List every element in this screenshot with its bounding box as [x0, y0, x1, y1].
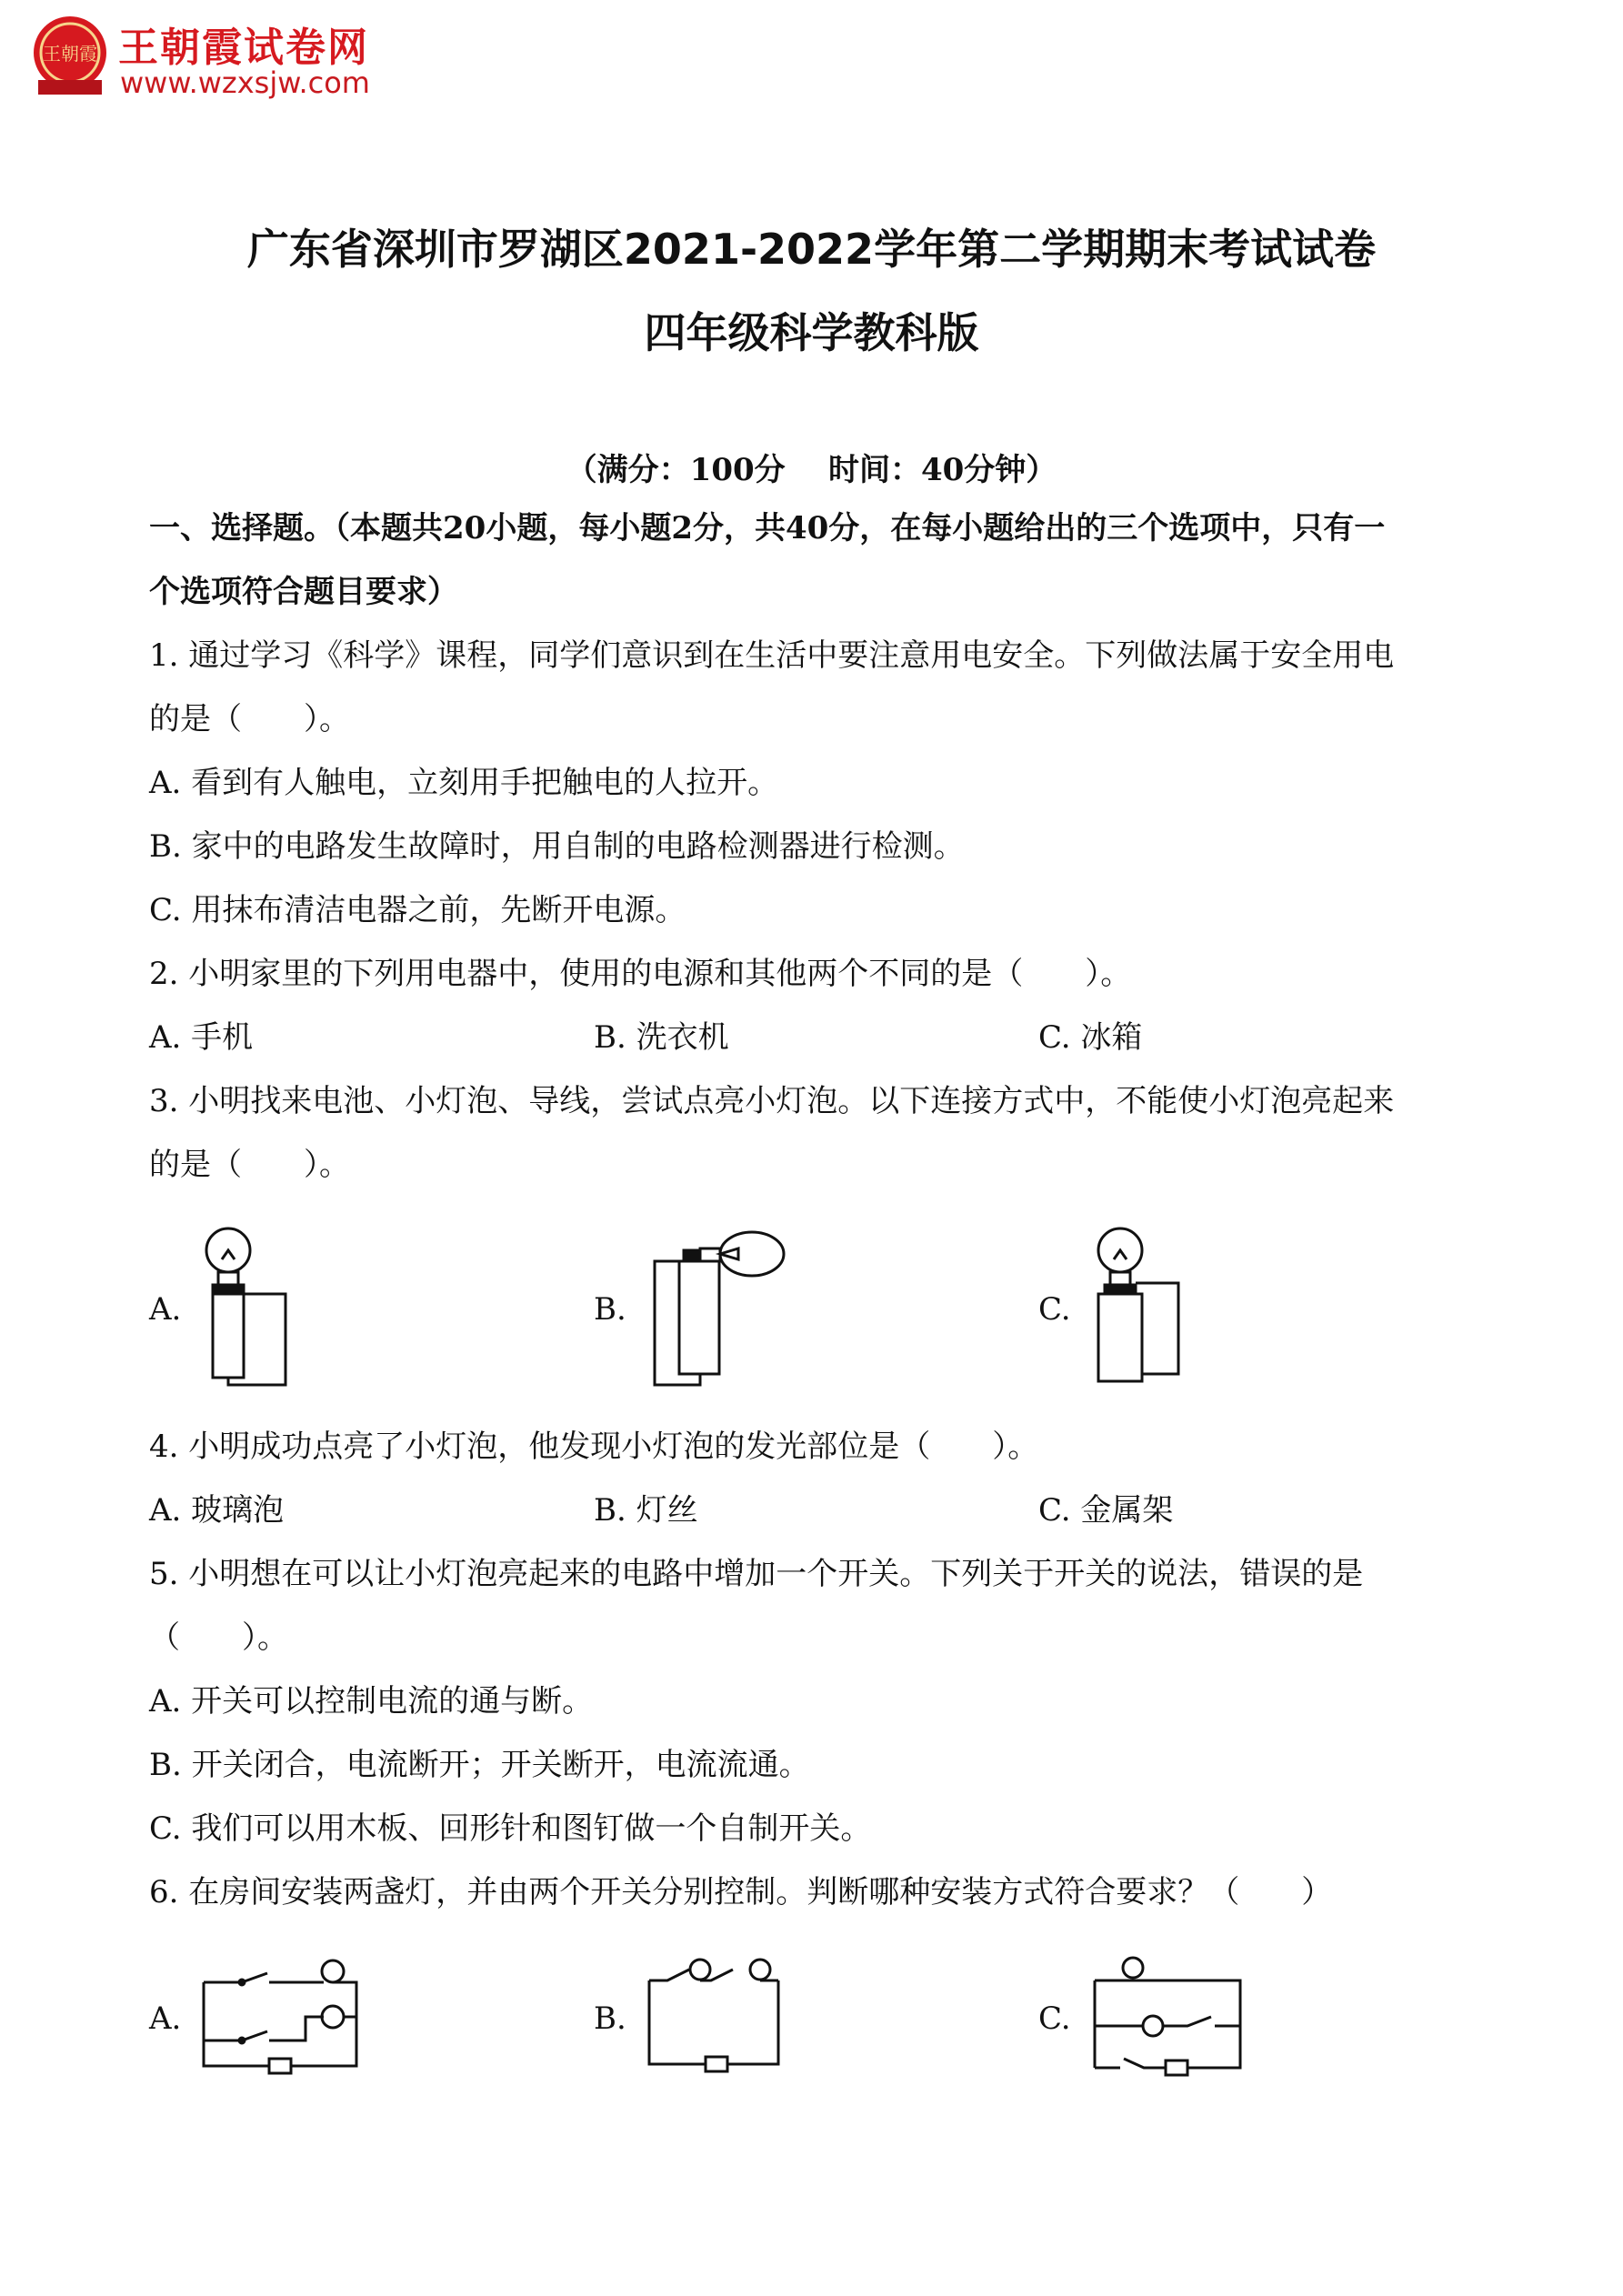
- q3-figure-b: [647, 1223, 802, 1387]
- q5-option-a: A. 开关可以控制电流的通与断。: [149, 1683, 594, 1719]
- q6-figure-b: [642, 1953, 796, 2071]
- q2-option-c: C. 冰箱: [1038, 1019, 1143, 1056]
- section-heading-cont: 个选项符合题目要求）: [149, 574, 458, 610]
- q5-stem: 5. 小明想在可以让小灯泡亮起来的电路中增加一个开关。下列关于开关的说法，错误的是: [149, 1556, 1364, 1592]
- q2-option-a: A. 手机: [149, 1019, 254, 1056]
- q3-stem: 3. 小明找来电池、小灯泡、导线，尝试点亮小灯泡。以下连接方式中，不能使小灯泡亮起来: [149, 1083, 1395, 1119]
- q5-stem-cont: （ ）。: [149, 1619, 288, 1656]
- q1-stem: 1. 通过学习《科学》课程，同学们意识到在生活中要注意用电安全。下列做法属于安全用电: [149, 637, 1395, 674]
- q1-option-b: B. 家中的电路发生故障时，用自制的电路检测器进行检测。: [149, 828, 965, 865]
- q6-figure-a: [196, 1955, 369, 2073]
- q3-option-a-label: A.: [149, 1291, 182, 1328]
- q3-option-c-label: C.: [1038, 1291, 1071, 1328]
- q6-option-a-label: A.: [149, 2000, 182, 2037]
- q6-stem: 6. 在房间安装两盏灯，并由两个开关分别控制。判断哪种安装方式符合要求？（ ）: [149, 1874, 1333, 1910]
- exam-title: 广东省深圳市罗湖区2021-2022学年第二学期期末考试试卷: [246, 225, 1377, 274]
- q3-figure-a: [196, 1223, 296, 1387]
- q2-option-b: B. 洗衣机: [594, 1019, 729, 1056]
- q4-stem: 4. 小明成功点亮了小灯泡，他发现小灯泡的发光部位是（ ）。: [149, 1429, 1039, 1465]
- q6-option-c-label: C.: [1038, 2000, 1071, 2037]
- q2-stem: 2. 小明家里的下列用电器中，使用的电源和其他两个不同的是（ ）。: [149, 956, 1132, 992]
- site-name: 王朝霞试卷网: [118, 25, 369, 71]
- q6-option-b-label: B.: [594, 2000, 626, 2037]
- q4-option-c: C. 金属架: [1038, 1492, 1174, 1529]
- q6-figure-c: [1087, 1953, 1251, 2080]
- q1-stem-cont: 的是（ ）。: [149, 701, 350, 737]
- q3-figure-c: [1087, 1223, 1197, 1387]
- q4-option-b: B. 灯丝: [594, 1492, 698, 1529]
- svg-text:王朝霞: 王朝霞: [43, 43, 97, 65]
- q1-option-c: C. 用抹布清洁电器之前，先断开电源。: [149, 892, 686, 928]
- q3-option-b-label: B.: [594, 1291, 626, 1328]
- q1-option-a: A. 看到有人触电，立刻用手把触电的人拉开。: [149, 765, 779, 801]
- exam-subtitle: 四年级科学教科版: [644, 308, 979, 357]
- site-url: www.wzxsjw.com: [120, 65, 370, 100]
- section-heading: 一、选择题。（本题共20小题，每小题2分，共40分，在每小题给出的三个选项中，只有一: [149, 510, 1386, 546]
- site-logo: [25, 7, 407, 107]
- q5-option-c: C. 我们可以用木板、回形针和图钉做一个自制开关。: [149, 1810, 872, 1847]
- seal-icon: [25, 11, 115, 100]
- q5-option-b: B. 开关闭合，电流断开；开关断开，电流流通。: [149, 1747, 810, 1783]
- q3-stem-cont: 的是（ ）。: [149, 1147, 350, 1183]
- q4-option-a: A. 玻璃泡: [149, 1492, 285, 1529]
- exam-meta: （满分：100分 时间：40分钟）: [566, 452, 1057, 488]
